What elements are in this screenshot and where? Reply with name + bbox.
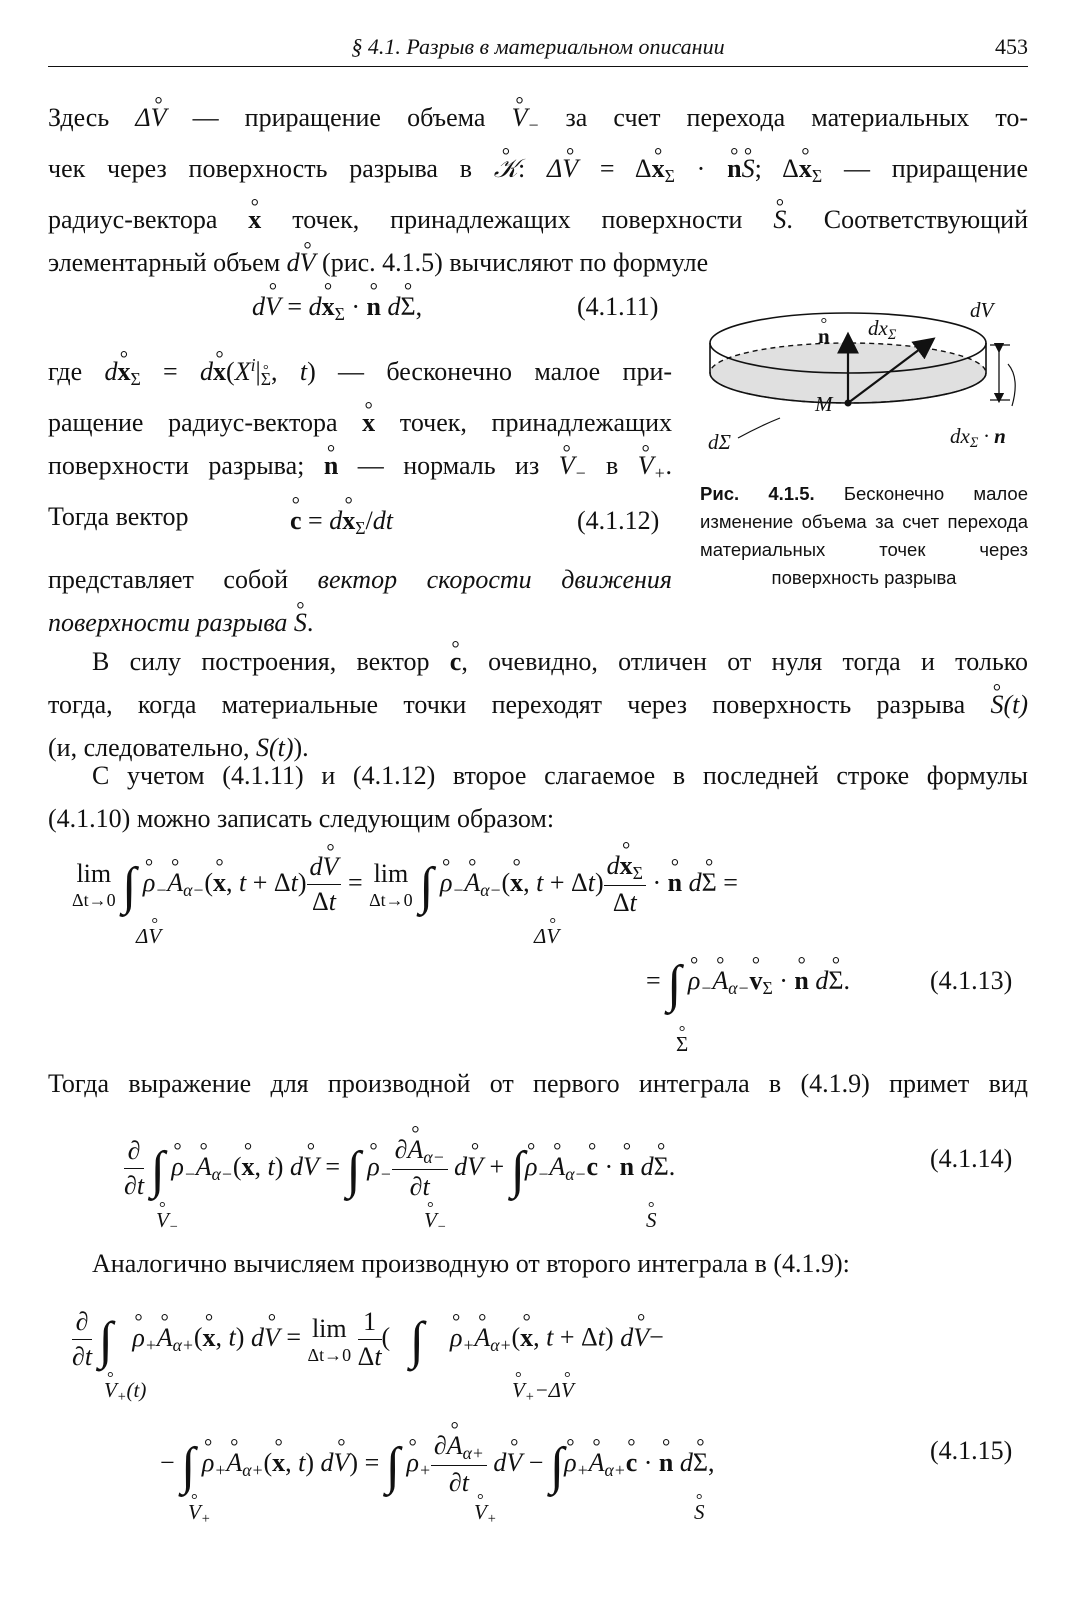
figure-label-dx: $dx_\Sigma$: [868, 316, 897, 343]
equation-4-1-13-line2: = ∫ ° $\rho_-^\circ$ $A_{\alpha-}^\circ$ $v_\Sigma$ · ° n d° Σ.: [646, 966, 850, 999]
line: Здесь Δ° V — приращение объема ° $V_-$ за счет перехода материальных то-: [48, 96, 1028, 147]
equation-number: (4.1.14): [930, 1144, 1013, 1173]
paragraph-4: [48, 640, 1028, 769]
equation-4-1-11: d° V = d° $x_\Sigma$ · ° n d° Σ,: [252, 292, 422, 325]
integral-limit: ° $V_+(t)$: [104, 1378, 146, 1406]
figure-label-m: M: [815, 392, 833, 416]
integral-limit: ° S: [694, 1500, 705, 1525]
integral-limit: ° $V_+$: [474, 1500, 496, 1528]
paragraph-6: [48, 1062, 1028, 1105]
line: радиус-вектора ° x точек, принадлежащих поверхности ° S. Соответствующий: [48, 198, 1028, 241]
running-header: [48, 32, 1028, 67]
paragraph-5: [48, 754, 1028, 840]
integral-limit: ° $V_+-\Delta^\circ$ V: [512, 1378, 574, 1406]
integral-limit: ° Σ: [676, 1032, 688, 1057]
paragraph-7: [92, 1242, 1028, 1285]
integral-limit: ° $V_+$: [188, 1500, 210, 1528]
paragraph-3: [48, 558, 672, 644]
paragraph-1: [48, 96, 1028, 284]
equation-4-1-15-line2: − ∫ ° $\rho_+^\circ$ $A_{\alpha+}(^\circ$ x, t) d° V) = ∫ ° $\rho_+$ $\frac{\partial^\circ A_{\alpha+}}{\partial t}$ d° V − ∫° $\rho_+^\circ$ $A_{\alpha+}^\circ$ c · ° n d° Σ,: [160, 1432, 715, 1498]
equation-number: (4.1.13): [930, 966, 1013, 995]
equation-4-1-15-line1: $\frac{\partial}{\partial t}$ ∫ ° $\rho_+^\circ$ $A_{\alpha+}(^\circ$ x, t) d° V = lim Δt→0 $\frac{1}{\Delta t}$ ( ∫ ° $\rho_+^\circ$ $A_{\alpha+}(^\circ$ x, t + Δt) d° V−: [72, 1308, 664, 1371]
figure-4-1-5: [700, 288, 1030, 468]
line: где d° $x_\Sigma = d^\circ$ $x(X^i|^\circ$ Σ, t) — бесконечно малое при-: [48, 344, 672, 401]
line: тогда, когда материальные точки переходят через поверхность разрыва ° S(t): [48, 683, 1028, 726]
caption-label: Рис. 4.1.5.: [700, 483, 815, 504]
line: (и, следовательно, S(t)).: [48, 733, 309, 762]
running-title: § 4.1. Разрыв в материальном описании: [351, 34, 725, 59]
line: Тогда выражение для производной от первого интеграла в (4.1.9) примет вид: [48, 1069, 1028, 1098]
equation-4-1-13-line1: lim Δt→0 ∫ ° $\rho_-^\circ$ $A_{\alpha-}(^\circ$ x, t + Δt) $\frac{d^\circ V}{\Delta t}$ = lim Δt→0 ∫ ° $\rho_-^\circ$ $A_{\alpha-}(^\circ$ x, t + Δt) $\frac{d^\circ x_\Sigma}{\Delta t}$ · ° n d° Σ =: [72, 852, 738, 918]
line: поверхности разрыва ° S.: [48, 601, 672, 644]
integral-limit: ° $V_-$: [424, 1208, 446, 1236]
line: поверхности разрыва; ° n — нормаль из ° $V_-$ в ° $V_+$.: [48, 444, 672, 495]
line: В силу построения, вектор ° c, очевидно, отличен от нуля тогда и только: [48, 640, 1028, 683]
figure-label-dv: dV: [970, 298, 994, 322]
integral-limit: Δ° V: [136, 924, 161, 949]
line: элементарный объем d° V (рис. 4.1.5) вычисляют по формуле: [48, 241, 1028, 284]
equation-number: (4.1.12): [577, 506, 660, 535]
equation-4-1-12: ° c = d° $x_\Sigma/dt$: [290, 506, 393, 539]
equation-4-1-14: $\frac{\partial}{\partial t}$ ∫ ° $\rho_-^\circ$ $A_{\alpha-}(^\circ$ x, t) d° V = ∫ ° $\rho_-$ $\frac{\partial^\circ A_{\alpha-}}{\partial t}$ d° V + ∫° $\rho_-^\circ$ $A_{\alpha-}^\circ$ c · ° n d° Σ.: [124, 1136, 675, 1202]
integral-limit: ° S: [646, 1208, 657, 1233]
line: ращение радиус-вектора ° x точек, принадлежащих: [48, 401, 672, 444]
figure-caption: [700, 480, 1028, 592]
line: Тогда вектор: [48, 501, 189, 531]
figure-label-dsigma: dΣ: [708, 430, 731, 454]
figure-label-dxn: $dx_\Sigma \cdot n$: [950, 424, 1006, 451]
page-number: 453: [995, 34, 1028, 59]
equation-number: (4.1.15): [930, 1436, 1013, 1465]
figure-label-n: ° n: [818, 324, 830, 349]
line: (4.1.10) можно записать следующим образом:: [48, 804, 555, 833]
line: С учетом (4.1.11) и (4.1.12) второе слагаемое в последней строке формулы: [92, 761, 1028, 790]
line: представляет собой вектор скорости движения: [48, 565, 672, 594]
line: чек через поверхность разрыва в ° 𝒦: Δ° V = Δ° $x_\Sigma$ · ° n° S; Δ° $x_\Sigma$ — приращение: [48, 147, 1028, 198]
equation-number: (4.1.11): [577, 292, 659, 321]
integral-limit: Δ° V: [534, 924, 559, 949]
line: Аналогично вычисляем производную от второго интеграла в (4.1.9):: [92, 1249, 850, 1278]
caption-text: Бесконечно малое изменение объема за счет перехода материальных точек через поверхность разрыва: [700, 483, 1028, 588]
integral-limit: ° $V_-$: [156, 1208, 178, 1236]
